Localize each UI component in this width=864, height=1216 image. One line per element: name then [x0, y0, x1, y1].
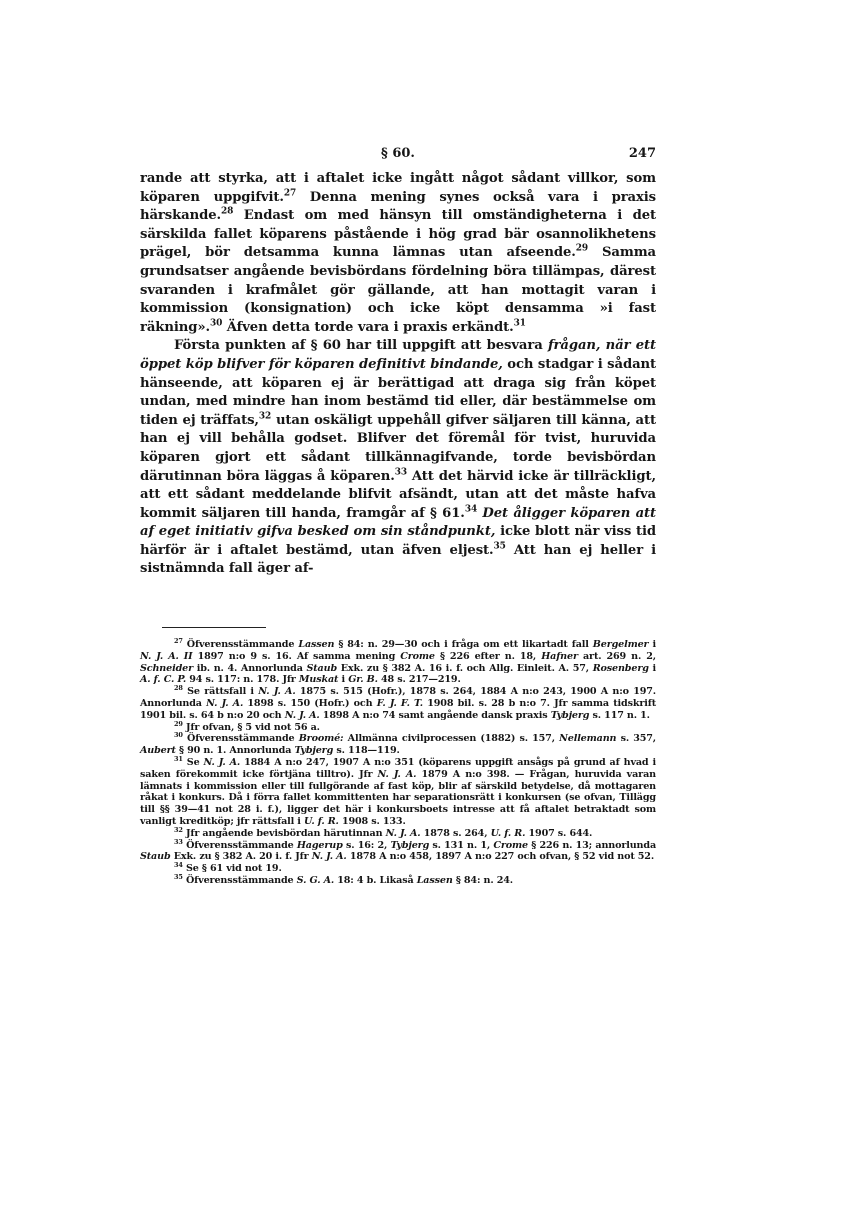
italic-text: Schneider — [140, 662, 193, 674]
italic-text: Gr. B. — [348, 674, 378, 686]
text-run: 1897 n:o 9 s. 16. Af samma mening — [192, 650, 401, 662]
text-run: Allmänna civilprocessen (1882) s. 157, — [343, 733, 560, 745]
text-run: 1898 s. 150 (Hofr.) och — [243, 697, 377, 709]
text-run: s. 118—119. — [333, 745, 400, 757]
footnote-ref: 31 — [513, 318, 526, 329]
footnote-number: 35 — [174, 872, 183, 881]
text-run: art. 269 n. 2, — [577, 650, 657, 662]
section-heading: § 60. — [381, 146, 415, 161]
footnote — [140, 686, 656, 721]
footnote-number: 27 — [174, 636, 183, 645]
text-run: utan oskäligt uppehåll gifver säljaren till känna, att han ej vill behålla godset. Blifver det föremål för tvist, huruvida köparen gjort ett sådant tillkännagifvande, torde bevisbördan därutinnan böra läggas å köparen. — [140, 412, 656, 484]
italic-text: Nellemann — [559, 733, 617, 745]
main-text — [140, 170, 656, 579]
footnote-number: 34 — [174, 860, 183, 869]
footnotes — [140, 636, 657, 887]
italic-text: Lassen — [298, 639, 335, 650]
text-run: s. 16: 2, — [342, 839, 391, 851]
italic-text: N. J. A. — [206, 697, 244, 709]
footnote-number: 29 — [174, 719, 183, 728]
italic-text: Staub — [306, 662, 338, 674]
text-run: 1898 A n:o 74 samt angående dansk praxis — [319, 709, 551, 721]
italic-text: N. J. A. — [258, 686, 296, 698]
italic-text: U. f. R. — [304, 815, 339, 827]
text-run: § 226 n. 13; annorlunda — [527, 839, 657, 851]
text-run: § 226 efter n. 18, — [434, 650, 542, 662]
text-run: Se § 61 vid not 19. — [182, 863, 282, 875]
text-run: i — [338, 674, 349, 686]
italic-text: Hagerup — [296, 839, 343, 851]
footnote-number: 28 — [174, 684, 183, 692]
text-run: 1875 s. 515 (Hofr.), 1878 s. 264, 1884 A n:o 243, 1900 A n:o 197. Annorlunda — [140, 686, 656, 709]
text-run: Jfr angående bevisbördan härutinnan — [182, 827, 386, 839]
italic-text: Aubert — [140, 745, 176, 757]
italic-text: F. J. F. T. — [376, 697, 423, 709]
footnote-number: 32 — [174, 825, 183, 834]
italic-text: Bergelmer — [592, 639, 649, 650]
italic-text: N. J. A. — [377, 768, 417, 780]
text-run: § 90 n. 1. Annorlunda — [175, 745, 295, 757]
italic-text: Muskat — [298, 674, 339, 686]
footnote — [140, 872, 656, 887]
footnote — [140, 733, 656, 757]
text-run: Exk. zu § 382 A. 20 i. f. Jfr — [170, 851, 312, 863]
text-run: 1884 A n:o 247, 1907 A n:o 351 (köparens uppgift ansågs på grund af hvad i saken förekommit icke förtjäna tilltro). Jfr — [140, 756, 656, 780]
paragraph — [140, 337, 656, 579]
italic-text: Tybjerg — [550, 709, 590, 721]
footnote-ref: 35 — [493, 541, 506, 552]
italic-text: N. J. A. — [311, 851, 347, 863]
text-run: och stadgar i sådant hänseende, att köparen ej är berättigad att draga sig från köpet undan, med mindre han inom bestämd tid eller, där bestämmelse om tiden ej träffats, — [140, 356, 656, 428]
text-run: 1878 A n:o 458, 1897 A n:o 227 och ofvan, § 52 vid not 52. — [346, 851, 655, 863]
footnote — [140, 754, 656, 828]
text-run: s. 131 n. 1, — [429, 839, 494, 851]
running-header — [140, 146, 656, 166]
text-run: Äfven detta torde vara i praxis erkändt. — [222, 319, 514, 335]
italic-text: Broomé: — [298, 733, 344, 745]
italic-text: Hafner — [541, 650, 578, 662]
text-run: 48 s. 217—219. — [377, 674, 461, 686]
footnote-ref: 30 — [209, 318, 223, 329]
footnote-ref: 33 — [394, 467, 407, 478]
footnote — [140, 719, 656, 734]
italic-text: N. J. A. II — [140, 650, 193, 662]
text-run: icke blott när viss tid härför är i aftalet bestämd, utan äfven eljest. — [140, 524, 656, 558]
footnote — [140, 837, 657, 864]
text-run: s. 117 n. 1. — [589, 709, 650, 721]
text-run: Första punkten af § 60 har till uppgift att besvara — [174, 338, 548, 354]
footnote-ref: 28 — [220, 206, 234, 217]
text-run: Öfverensstämmande — [182, 839, 297, 851]
text-run: Denna mening synes också vara i praxis härskande. — [140, 189, 656, 224]
text-run: Jfr ofvan, § 5 vid not 56 a. — [182, 721, 320, 733]
paragraph — [140, 170, 656, 337]
italic-text: frågan, när ett öppet köp blifver för köparen definitivt bindande, — [140, 338, 657, 372]
text-run: 18: 4 b. Likaså — [334, 874, 417, 886]
footnote — [140, 636, 657, 686]
text-run: Se — [182, 756, 204, 768]
italic-text: N. J. A. — [284, 709, 320, 721]
text-run: Att det härvid icke är tillräckligt, att ett sådant meddelande blifvit afsändt, utan att det måste hafva kommit säljaren till handa, framgår af § 61. — [140, 468, 656, 521]
footnote-separator — [162, 627, 266, 628]
text-run: Öfverensstämmande — [182, 639, 299, 650]
text-run: 1908 s. 133. — [338, 815, 406, 827]
footnote — [140, 825, 656, 840]
text-run: Endast om med hänsyn till omständigheterna i det särskilda fallet köparens påstående i hög grad bär osannolikhetens prägel, bör detsamma kunna lämnas utan afseende. — [140, 208, 656, 261]
italic-text: Det åligger köparen att af eget initiativ gifva besked om sin ståndpunkt, — [140, 505, 656, 540]
text-run: rande att styrka, att i aftalet icke ingått något sådant villkor, som köparen uppgifvit. — [140, 171, 656, 205]
italic-text: A. f. C. P. — [140, 674, 187, 686]
italic-text: Crome — [400, 650, 435, 662]
footnote-ref: 32 — [258, 411, 272, 422]
footnote-ref: 34 — [464, 504, 478, 515]
text-run: i — [648, 662, 657, 674]
italic-text: Tybjerg — [390, 839, 430, 851]
page-number: 247 — [628, 146, 656, 161]
footnote — [140, 860, 656, 875]
text-run: s. 357, — [616, 733, 656, 745]
text-run: Se rättsfall i — [182, 686, 259, 698]
text-run: § 84: n. 24. — [452, 874, 513, 886]
italic-text: Tybjerg — [294, 745, 334, 757]
footnote-number: 30 — [174, 731, 183, 740]
text-run: 94 s. 117: n. 178. Jfr — [186, 674, 299, 686]
text-run: § 84: n. 29—30 och i fråga om ett likartadt fall — [334, 639, 593, 650]
text-run: Exk. zu § 382 A. 16 i. f. och Allg. Einleit. A. 57, — [337, 662, 593, 674]
italic-text: N. J. A. — [385, 827, 421, 839]
text-run: 1908 bil. s. 28 b n:o 7. Jfr samma tidskrift 1901 bil. s. 64 b n:o 20 och — [140, 697, 656, 721]
text-run: i — [648, 639, 656, 650]
text-run: Samma grundsatser angående bevisbördans fördelning böra tillämpas, därest svaranden i krafmålet gör gällande, att han mottagit varan i kommission (konsignation) och icke köpt densamma »i fast räkning». — [140, 245, 656, 335]
italic-text: Rosenberg — [592, 662, 649, 674]
italic-text: U. f. R. — [490, 827, 526, 839]
text-run: 1879 A n:o 398. — Frågan, huruvida varan lämnats i kommission eller till fullgörande af fast köp, blir af särskild betydelse, då mottagaren råkat i konkurs. Då i förra fallet kommittenten har separationsrätt i konkursen (se ofvan, Tillägg till §§ 39—41 not 28 i. f.), ligger det här i konkursboets intresse att få aftalet betraktadt som vanligt kreditköp; jfr rättsfall i — [140, 768, 656, 827]
text-run: ib. n. 4. Annorlunda — [193, 662, 307, 674]
footnote-number: 31 — [174, 754, 183, 763]
footnote-number: 33 — [174, 837, 183, 846]
italic-text: Crome — [493, 839, 528, 851]
italic-text: S. G. A. — [296, 874, 335, 886]
italic-text: Staub — [140, 851, 171, 863]
footnote-ref: 29 — [575, 243, 589, 254]
text-run: Att han ej heller i sistnämnda fall äger af- — [140, 542, 657, 577]
text-run: 1907 s. 644. — [525, 827, 593, 839]
footnote-ref: 27 — [283, 188, 297, 199]
text-run: Öfverensstämmande — [182, 733, 299, 745]
text-run: 1878 s. 264, — [420, 827, 491, 839]
text-run: Öfverensstämmande — [182, 874, 297, 886]
italic-text: Lassen — [416, 874, 453, 886]
italic-text: N. J. A. — [203, 756, 241, 768]
